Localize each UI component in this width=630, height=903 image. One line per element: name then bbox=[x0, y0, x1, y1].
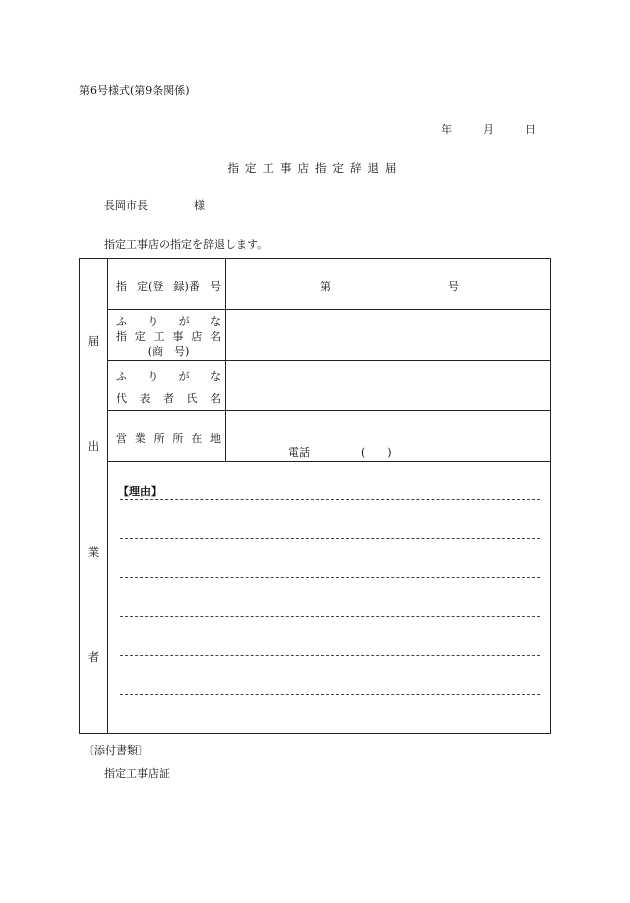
reason-text-area[interactable] bbox=[118, 495, 542, 705]
phone-area-code-paren: ( ) bbox=[361, 446, 392, 459]
addressee bbox=[104, 197, 205, 213]
office-address-field[interactable] bbox=[230, 414, 544, 438]
row-divider bbox=[107, 410, 550, 411]
date-month-label: 月 bbox=[483, 123, 494, 136]
registration-number-suffix: 号 bbox=[448, 280, 459, 293]
row-divider bbox=[107, 309, 550, 310]
reason-line bbox=[120, 538, 540, 539]
reason-line bbox=[120, 577, 540, 578]
phone-label: 電話 bbox=[288, 446, 310, 459]
reason-line bbox=[120, 616, 540, 617]
reason-line bbox=[120, 655, 540, 656]
reason-label: 【理由】 bbox=[118, 485, 162, 498]
date-line bbox=[441, 121, 536, 137]
representative-furigana-label: ふ り が な bbox=[116, 370, 221, 383]
reason-line bbox=[120, 499, 540, 500]
registration-number-label: 指 定(登 録)番 号 bbox=[116, 280, 221, 293]
row-divider bbox=[107, 360, 550, 361]
office-address-label: 営 業 所 所 在 地 bbox=[116, 432, 221, 445]
shop-name-furigana-label: ふ り が な bbox=[116, 315, 221, 328]
shop-name-sub-label: (商 号) bbox=[147, 345, 190, 358]
addressee-name: 長岡市長 bbox=[104, 199, 148, 212]
date-year-label: 年 bbox=[441, 123, 452, 136]
side-column-divider bbox=[107, 259, 108, 733]
registration-number-field[interactable] bbox=[340, 271, 440, 297]
row-divider bbox=[107, 461, 550, 462]
registration-number-prefix: 第 bbox=[320, 280, 331, 293]
representative-name-label: 代 表 者 氏 名 bbox=[116, 392, 221, 405]
attachment-item: 指定工事店証 bbox=[104, 767, 170, 780]
side-label-char: 届 bbox=[87, 334, 100, 348]
declaration-table bbox=[79, 258, 551, 734]
reason-line bbox=[120, 694, 540, 695]
form-number: 第6号様式(第9条関係) bbox=[79, 84, 190, 97]
side-label-char: 業 bbox=[87, 545, 100, 559]
side-label-char: 出 bbox=[87, 439, 100, 453]
representative-name-field[interactable] bbox=[230, 364, 544, 406]
document-title: 指定工事店指定辞退届 bbox=[227, 161, 403, 175]
addressee-honorific: 様 bbox=[194, 199, 205, 212]
shop-name-label: 指 定 工 事 店 名 bbox=[116, 330, 221, 343]
shop-name-field[interactable] bbox=[230, 313, 544, 355]
date-day-label: 日 bbox=[525, 123, 536, 136]
attachments-heading: 〔添付書類〕 bbox=[83, 744, 149, 757]
statement-text: 指定工事店の指定を辞退します。 bbox=[104, 238, 269, 251]
side-label-char: 者 bbox=[87, 650, 100, 664]
